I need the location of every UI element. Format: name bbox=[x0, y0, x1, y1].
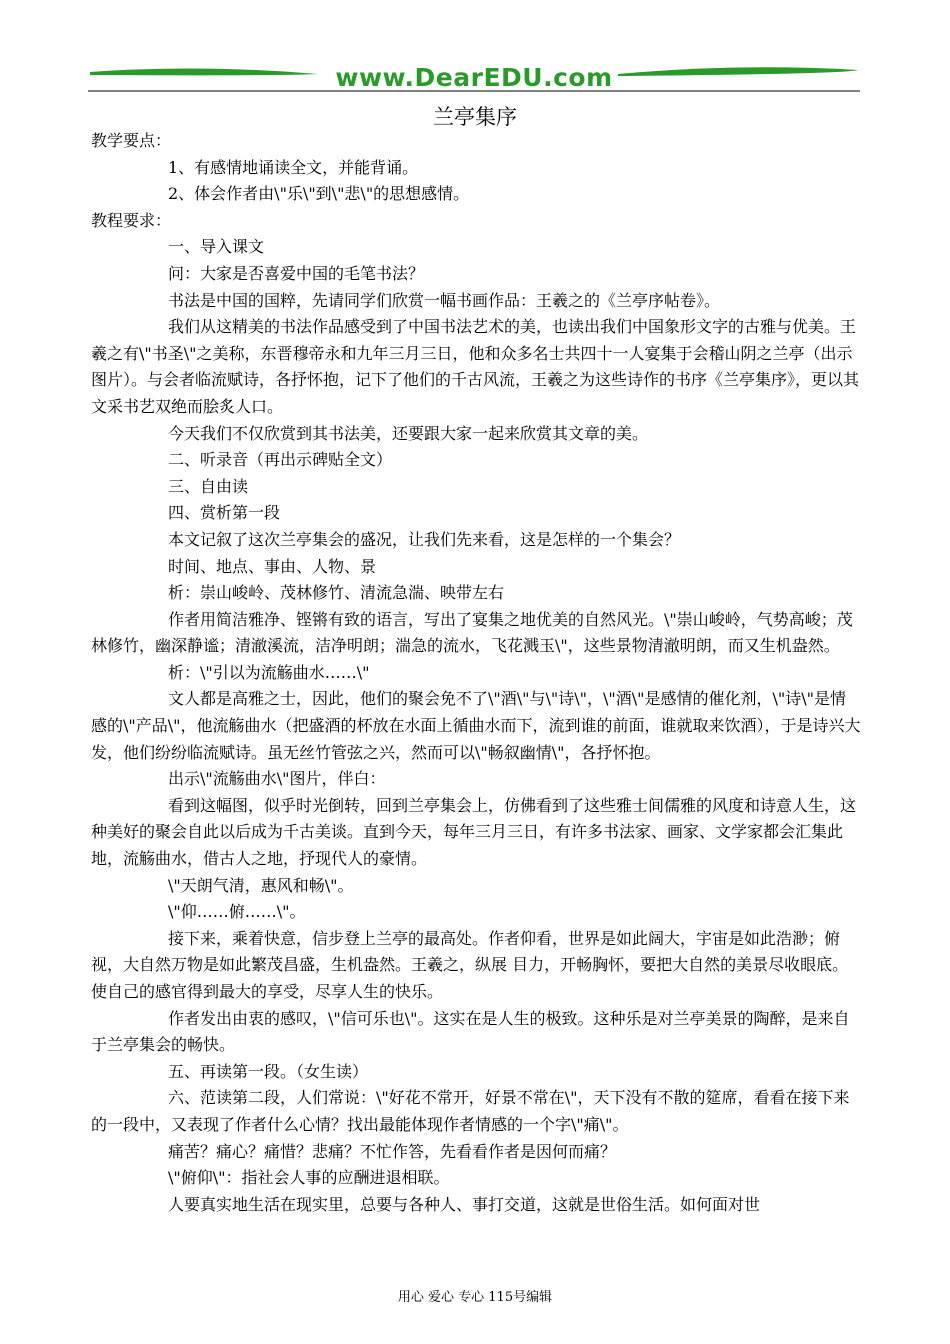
paragraph: \"仰……俯……\"。 bbox=[168, 902, 306, 922]
paragraph: 本文记叙了这次兰亭集会的盛况，让我们先来看，这是怎样的一个集会？ bbox=[168, 529, 681, 549]
paragraph: \"俯仰\"：指社会人事的应酬进退相联。 bbox=[168, 1168, 450, 1188]
paragraph: 接下来，乘着快意，信步登上兰亭的最高处。作者仰看，世界是如此阔大，宇宙是如此浩渺；俯视，大自然万物是如此繁茂昌盛，生机盎然。王羲之，纵展 目力，开畅胸怀，要把大自然的美景尽收眼底。使自己的感官得到最大的享受，尽享人生的快乐。 bbox=[91, 928, 849, 1001]
paragraph: 2、体会作者由\"乐\"到\"悲\"的思想感情。 bbox=[168, 184, 470, 204]
paragraph: 1、有感情地诵读全文，并能背诵。 bbox=[168, 157, 419, 177]
paragraph: 痛苦？痛心？痛惜？悲痛？不忙作答，先看看作者是因何而痛？ bbox=[168, 1141, 617, 1161]
paragraph: 一、导入课文 bbox=[168, 237, 265, 257]
paragraph: 时间、地点、事由、人物、景 bbox=[168, 556, 377, 576]
paragraph: 作者用简洁雅净、铿锵有致的语言，写出了宴集之地优美的自然风光。\"崇山峻岭，气势高峻；茂林修竹，幽深静谧；清澈溪流，洁净明朗；湍急的流水，飞花溅玉\"，这些景物清澈明朗，而又生机盎然。 bbox=[91, 609, 853, 656]
page-title: 兰亭集序 bbox=[433, 105, 517, 129]
paragraph: 今天我们不仅欣赏到其书法美，还要跟大家一起来欣赏其文章的美。 bbox=[168, 423, 649, 443]
paragraph: 六、范读第二段，人们常说：\"好花不常开，好景不常在\"，天下没有不散的筵席，看看在接下来的一段中，又表现了作者什么心情？找出最能体现作者情感的一个字\"痛\"。 bbox=[91, 1088, 850, 1134]
paragraph: 教学要点： bbox=[91, 131, 172, 150]
paragraph: 出示\"流觞曲水\"图片，伴白： bbox=[168, 769, 386, 789]
paragraph: 我们从这精美的书法作品感受到了中国书法艺术的美，也读出我们中国象形文字的古雅与优美。王羲之有\"书圣\"之美称，东晋穆帝永和九年三月三日，他和众多名士共四十一人宴集于会稽山阴之兰亭（出示图片）。与会者临流赋诗，各抒怀抱，记下了他们的千古风流，王羲之为这些诗作的书序《兰亭集序》，更以其文采书艺双绝而脍炙人口。 bbox=[91, 317, 860, 416]
paragraph: 四、赏析第一段 bbox=[168, 503, 281, 523]
site-banner bbox=[88, 62, 860, 94]
paragraph: 析：崇山峻岭、茂林修竹、清流急湍、映带左右 bbox=[168, 583, 505, 603]
paragraph: 文人都是高雅之士，因此，他们的聚会免不了\"酒\"与\"诗\"，\"酒\"是感情的催化剂，\"诗\"是情感的\"产品\"，他流觞曲水（把盛酒的杯放在水面上循曲水而下，流到谁的前面，谁就取来饮酒），于是诗兴大发，他们纷纷临流赋诗。虽无丝竹管弦之兴，然而可以\"畅叙幽情\"，各抒怀抱。 bbox=[91, 689, 861, 762]
paragraph: 作者发出由衷的感叹，\"信可乐也\"。这实在是人生的极致。这种乐是对兰亭美景的陶醉，是来自于兰亭集会的畅快。 bbox=[91, 1008, 850, 1055]
paragraph: \"天朗气清，惠风和畅\"。 bbox=[168, 875, 354, 895]
paragraph: 看到这幅图，似乎时光倒转，回到兰亭集会上，仿佛看到了这些雅士间儒雅的风度和诗意人生，这种美好的聚会自此以后成为千古美谈。直到今天，每年三月三日，有许多书法家、画家、文学家都会汇集此地，流觞曲水，借古人之地，抒现代人的豪情。 bbox=[91, 795, 857, 869]
paragraph: 书法是中国的国粹，先请同学们欣赏一幅书画作品：王羲之的《兰亭序帖卷》。 bbox=[168, 290, 721, 310]
page-footer: 用心 爱心 专心 115号编辑 bbox=[397, 1290, 553, 1305]
paragraph: 教程要求： bbox=[91, 210, 172, 230]
paragraph: 问：大家是否喜爱中国的毛笔书法？ bbox=[168, 263, 425, 283]
paragraph: 析：\"引以为流觞曲水……\" bbox=[168, 662, 370, 682]
site-name: www.DearEDU.com bbox=[335, 63, 613, 92]
paragraph: 二、听录音（再出示碑贴全文） bbox=[168, 450, 393, 470]
paragraph: 人要真实地生活在现实里，总要与各种人、事打交道，这就是世俗生活。如何面对世 bbox=[168, 1194, 761, 1214]
document-body bbox=[91, 128, 861, 1218]
paragraph: 三、自由读 bbox=[168, 476, 249, 496]
paragraph: 五、再读第一段。（女生读） bbox=[168, 1061, 369, 1081]
